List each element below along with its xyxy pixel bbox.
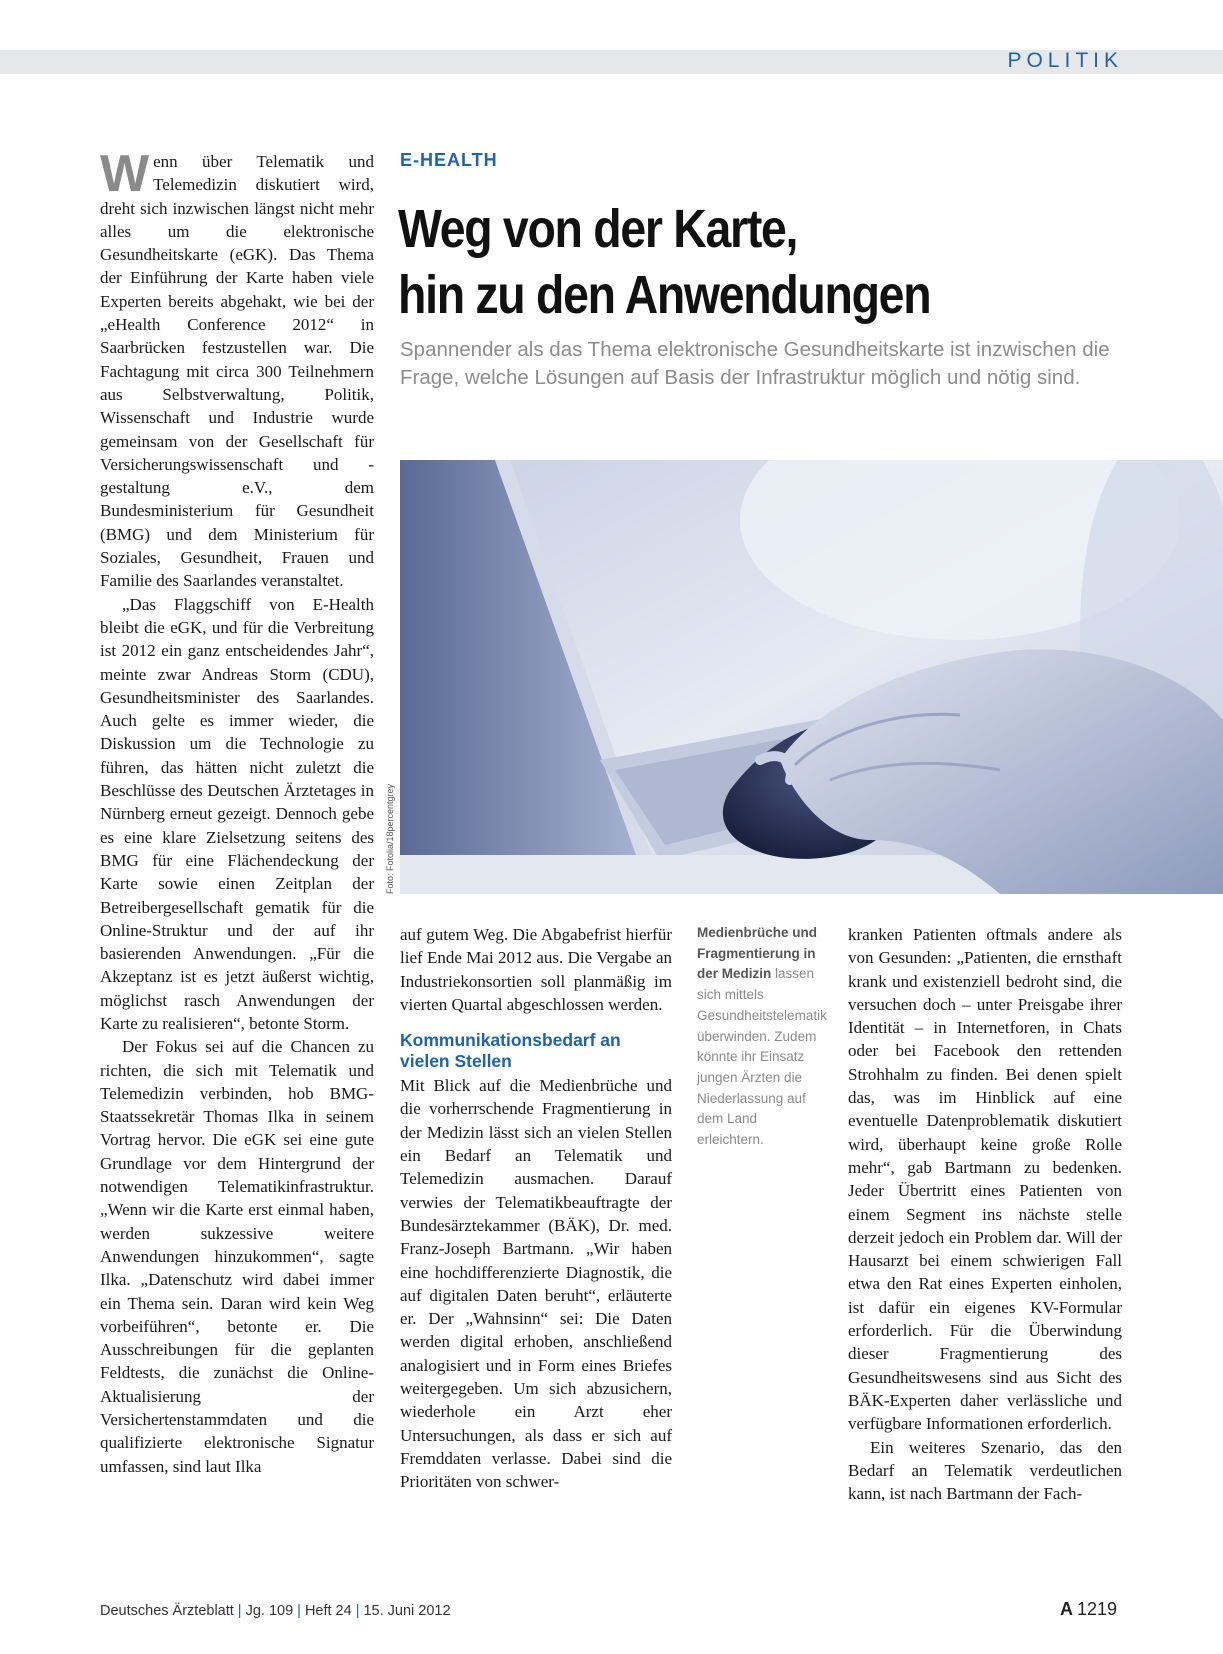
paragraph-4: auf gutem Weg. Die Abgabefrist hierfür lief Ende Mai 2012 aus. Die Vergabe an Industriekonsortien soll planmäßig im vierten Quartal abgeschlossen werden.	[400, 925, 672, 1014]
page-footer	[100, 1603, 451, 1619]
paragraph-2: „Das Flaggschiff von E-Health bleibt die eGK, und für die Verbreitung ist 2012 ein ganz entscheidendes Jahr“, meinte zwar Andreas Storm (CDU), Gesundheitsminister des Saarlandes. Auch gelte es immer wieder, die Diskussion um die Technologie zu führen, das hätten nicht zuletzt die Beschlüsse des Deutschen Ärztetages in Nürnberg erneut gezeigt. Dennoch gebe es eine klare Zielsetzung seitens des BMG für eine Flächendeckung der Karte sowie einen Zeitplan der Betreibergesellschaft gematik für die Online-Struktur und der auf ihr basierenden Anwendungen. „Für die Akzeptanz ist es jetzt äußerst wichtig, möglichst rasch Anwendungen der Karte zu realisieren“, betonte Storm.	[100, 594, 374, 1033]
paragraph-5: Mit Blick auf die Medienbrüche und die vorherrschende Fragmentierung in der Medizin lässt sich an vielen Stellen ein Bedarf an Telematik und Telemedizin ausmachen. Darauf verwies der Telematikbeauftragte der Bundesärztekammer (BÄK), Dr. med. Franz-Joseph Bartmann. „Wir haben eine hochdifferenzierte Diagnostik, die auf digitalen Daten beruht“, erläuterte er. Der „Wahnsinn“ sei: Die Daten werden digital erhoben, anschließend analogisiert und in Form eines Briefes weitergegeben. Um sich abzusichern, wiederhole ein Arzt eher Untersuchungen, als dass er sich auf Fremddaten verlasse. Dabei sind die Prioritäten von schwer-	[400, 1076, 672, 1492]
margin-note-text: lassen sich mittels Gesundheitstelematik überwinden. Zudem könnte ihr Einsatz jungen Ärzten die Niederlassung auf dem Land erleichtern.	[697, 966, 827, 1148]
paragraph-7: Ein weiteres Szenario, das den Bedarf an Telematik verdeutlichen kann, ist nach Bartmann der Fach-	[848, 1437, 1122, 1504]
article-column-2	[400, 923, 672, 1494]
article-column-3	[848, 923, 1122, 1505]
journal-name: Deutsches Ärzteblatt	[100, 1603, 234, 1619]
page-prefix: A	[1059, 1599, 1073, 1619]
photo-laptop-mouse-hand	[400, 460, 1223, 894]
journal-volume: Jg. 109	[245, 1603, 294, 1619]
page-number-value: 1219	[1076, 1599, 1117, 1619]
journal-issue: Heft 24	[304, 1603, 352, 1619]
drop-cap: W	[100, 145, 150, 203]
headline	[398, 196, 1017, 328]
photo-credit: Foto: Fotolia/18percentgrey	[385, 783, 395, 894]
subheading: Kommunikationsbedarf an vielen Stellen	[400, 1030, 621, 1072]
margin-note-lead: Medienbrüche und Fragmentierung in der Medizin	[697, 925, 818, 982]
headline-line-2: hin zu den Anwendungen	[398, 265, 931, 325]
footer-separator: |	[237, 1603, 242, 1619]
article-photo	[400, 460, 1223, 894]
dek: Spannender als das Thema elektronische Gesundheitskarte ist inzwischen die Frage, welche Lösungen auf Basis der Infrastruktur möglich und nötig sind.	[400, 338, 1110, 389]
margin-note	[697, 923, 825, 1151]
issue-date: 15. Juni 2012	[363, 1603, 451, 1619]
paragraph-6: kranken Patienten oftmals andere als von Gesunden: „Patienten, die ernsthaft krank und existenziell bedroht sind, die versuchen doch – unter Preisgabe ihrer Identität – in Internetforen, in Chats oder bei Facebook den rettenden Strohhalm zu finden. Bei denen spielt das, was im Hinblick auf eine eventuelle Datenproblematik diskutiert wird, überhaupt keine große Rolle mehr“, gab Bartmann zu bedenken. Jeder Übertritt eines Patienten von einem Segment ins nächste stelle derzeit jedoch ein Problem dar. Will der Hausarzt bei einem schwierigen Fall etwa den Rat eines Experten einholen, ist dafür ein eigenes KV-Formular erforderlich. Für die Überwindung dieser Fragmentierung des Gesundheitswesens sind aus Sicht des BÄK-Experten daher verlässliche und verfügbare Informationen erforderlich.	[848, 925, 1122, 1434]
article-column-1	[100, 145, 374, 1478]
section-label: POLITIK	[1007, 49, 1123, 72]
paragraph-1	[100, 145, 374, 593]
footer-separator: |	[297, 1603, 301, 1619]
paragraph-1-text: enn über Telematik und Telemedizin diskutiert wird, dreht sich inzwischen längst nicht mehr alles um die elektronische Gesundheitskarte (eGK). Das Thema der Einführung der Karte haben viele Experten bereits abgehakt, wie bei der „eHealth Conference 2012“ in Saarbrücken festzustellen war. Die Fachtagung mit circa 300 Teilnehmern aus Selbstverwaltung, Politik, Wissenschaft und Industrie wurde gemeinsam von der Gesellschaft für Versicherungswissenschaft und -gestaltung e.V., dem Bundesministerium für Gesundheit (BMG) und dem Ministerium für Soziales, Gesundheit, Frauen und Familie des Saarlandes veranstaltet.	[100, 152, 374, 591]
paragraph-3: Der Fokus sei auf die Chancen zu richten, die sich mit Telematik und Telemedizin verbinden, hob BMG-Staatssekretär Thomas Ilka in seinem Vortrag hervor. Die eGK sei eine gute Grundlage vor dem Hintergrund der notwendigen Telematikinfrastruktur. „Wenn wir die Karte erst einmal haben, werden sukzessive weitere Anwendungen hinzukommen“, sagte Ilka. „Datenschutz wird dabei immer ein Thema sein. Daran wird kein Weg vorbeiführen“, betonte er. Die Ausschreibungen für die geplanten Feldtests, die zunächst die Online-Aktualisierung der Versichertenstammdaten und die qualifizierte elektronische Signatur umfassen, sind laut Ilka	[100, 1037, 374, 1476]
page-number	[1060, 1599, 1117, 1620]
headline-line-1: Weg von der Karte,	[398, 199, 798, 259]
footer-separator: |	[355, 1603, 360, 1619]
kicker: E-HEALTH	[400, 150, 498, 170]
